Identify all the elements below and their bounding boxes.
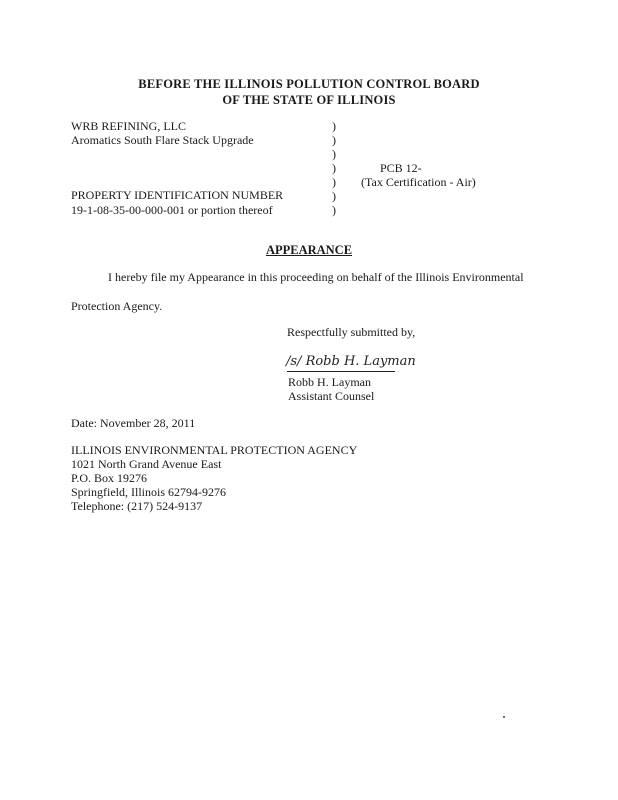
agency-phone: Telephone: (217) 524-9137 <box>71 499 203 513</box>
petitioner-name: WRB REFINING, LLC <box>71 119 186 133</box>
agency-address1: 1021 North Grand Avenue East <box>71 457 222 471</box>
closing-phrase: Respectfully submitted by, <box>287 325 416 339</box>
appearance-title: APPEARANCE <box>265 243 353 257</box>
board-heading-line2: OF THE STATE OF ILLINOIS <box>222 93 396 107</box>
project-name: Aromatics South Flare Stack Upgrade <box>71 133 254 147</box>
caption-paren: ) <box>332 175 336 189</box>
caption-paren: ) <box>332 189 336 203</box>
scan-dot <box>503 716 505 718</box>
caption-paren: ) <box>332 161 336 175</box>
case-type: (Tax Certification - Air) <box>361 175 476 189</box>
agency-address2: P.O. Box 19276 <box>71 471 148 485</box>
signature-line <box>287 371 395 372</box>
caption-paren: ) <box>332 133 336 147</box>
board-heading-line1: BEFORE THE ILLINOIS POLLUTION CONTROL BOARD <box>138 77 480 91</box>
case-number: PCB 12- <box>380 161 422 175</box>
caption-paren: ) <box>332 203 336 217</box>
filing-date: Date: November 28, 2011 <box>71 416 196 430</box>
agency-name: ILLINOIS ENVIRONMENTAL PROTECTION AGENCY <box>71 443 358 457</box>
caption-paren: ) <box>332 147 336 161</box>
property-id-label: PROPERTY IDENTIFICATION NUMBER <box>71 188 284 202</box>
agency-city: Springfield, Illinois 62794-9276 <box>71 485 226 499</box>
property-id-number: 19-1-08-35-00-000-001 or portion thereof <box>71 203 273 217</box>
signer-name: Robb H. Layman <box>288 375 371 389</box>
signature-script: /s/ Robb H. Layman <box>286 354 416 369</box>
signer-title: Assistant Counsel <box>288 389 375 403</box>
caption-paren: ) <box>332 119 336 133</box>
appearance-body-line2: Protection Agency. <box>71 299 163 313</box>
appearance-body-line1: I hereby file my Appearance in this proceeding on behalf of the Illinois Environmental <box>108 270 524 284</box>
